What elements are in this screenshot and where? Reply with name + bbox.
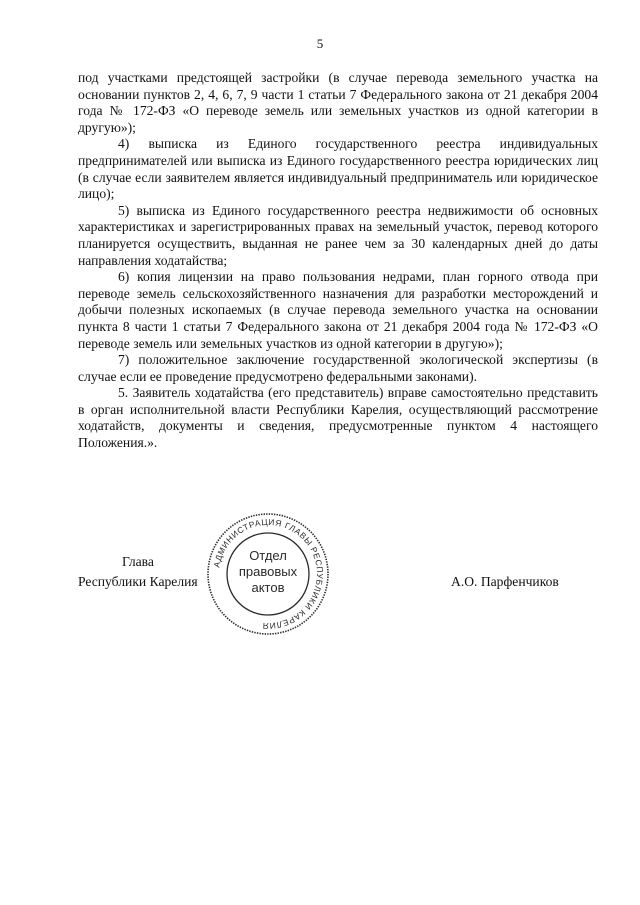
paragraph-continuation: под участками предстоящей застройки (в случае перевода земельного участка на основании пунктов 2, 4, 6, 7, 9 части 1 статьи 7 Федерального закона от 21 декабря 2004 года № 172-ФЗ «О переводе земель или земельных участков из одной категории в другую»); <box>78 70 598 135</box>
paragraph-item-6: 6) копия лицензии на право пользования недрами, план горного отвода при переводе земель сельскохозяйственного назначения для разработки месторождений и добычи полезных ископаемых (в случае перевода земельного участка на основании пункта 8 части 1 статьи 7 Федерального закона от 21 декабря 2004 года № 172-ФЗ «О переводе земель или земельных участков из одной категории в другую»); <box>78 269 598 351</box>
stamp-center-line3: актов <box>251 580 285 595</box>
signatory-title-line1: Глава <box>122 554 154 569</box>
paragraph-item-7: 7) положительное заключение государственной экологической экспертизы (в случае если ее проведение предусмотрено федеральными законами). <box>78 352 598 384</box>
paragraph-item-4: 4) выписка из Единого государственного реестра индивидуальных предпринимателей или выписка из Единого государственного реестра юридических лиц (в случае если заявителем является индивидуальный предприниматель или юридическое лицо); <box>78 136 598 202</box>
stamp-center-line1: Отдел <box>249 548 287 563</box>
official-stamp <box>204 510 332 638</box>
signatory-name: А.О. Парфенчиков <box>451 574 559 589</box>
page-number: 5 <box>316 36 324 51</box>
stamp-graphic <box>204 510 332 638</box>
paragraph-item-5: 5) выписка из Единого государственного реестра недвижимости об основных характеристиках и зарегистрированных правах на земельный участок, перевод которого планируется осуществить, выданная не ранее чем за 30 календарных дней до даты направления ходатайства; <box>78 202 598 268</box>
stamp-ring-text: АДМИНИСТРАЦИЯ ГЛАВЫ РЕСПУБЛИКИ КАРЕЛИЯ <box>211 516 326 632</box>
paragraph-clause-5: 5. Заявитель ходатайства (его представитель) вправе самостоятельно представить в орган исполнительной власти Республики Карелия, осуществляющий рассмотрение ходатайств, документы и сведения, предусмотренные пунктом 4 настоящего Положения.». <box>78 385 598 451</box>
stamp-center-line2: правовых <box>238 564 298 579</box>
document-body <box>78 70 598 452</box>
signatory-title-line2: Республики Карелия <box>78 574 198 589</box>
